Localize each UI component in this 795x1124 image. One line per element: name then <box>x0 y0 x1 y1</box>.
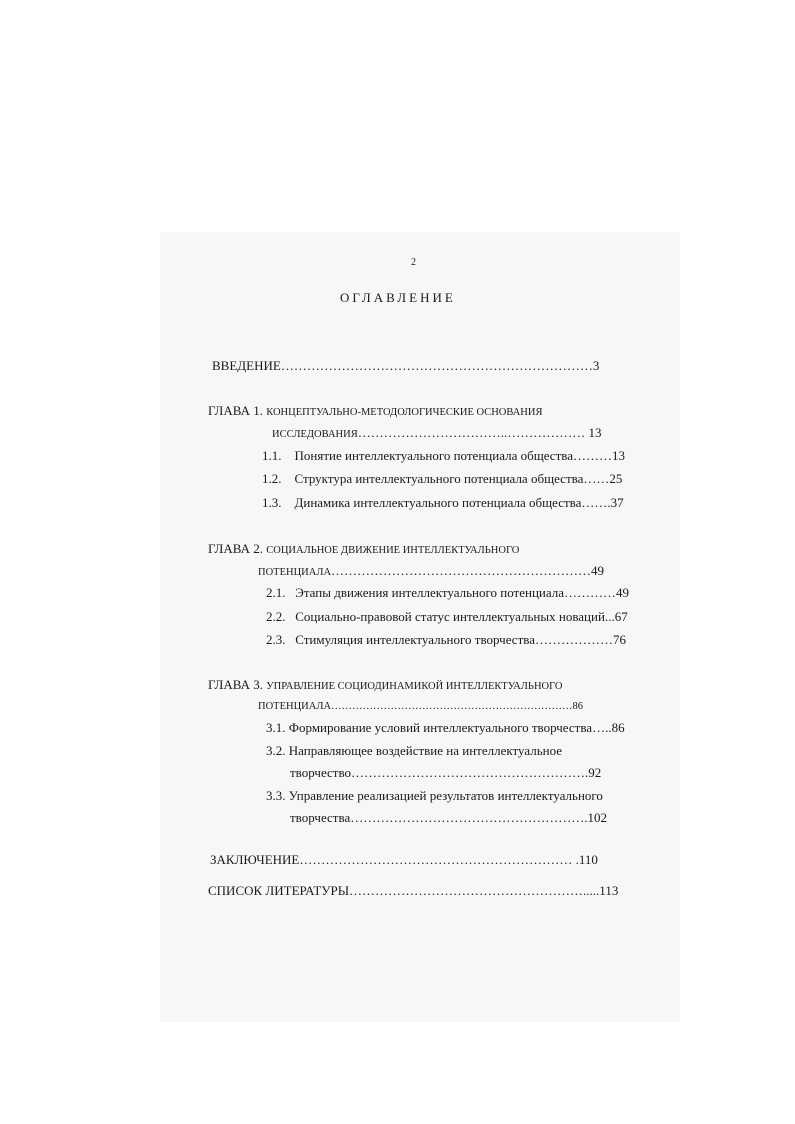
toc-section-2-2[interactable] <box>266 609 628 625</box>
toc-section-text-cont: творчество <box>290 765 352 780</box>
toc-page: 86 <box>572 701 584 712</box>
toc-section-text: Социально-правовой статус интеллектуальных новаций <box>295 609 605 624</box>
toc-chapter-2-continued[interactable] <box>258 563 604 581</box>
toc-section-1-3[interactable] <box>262 495 624 511</box>
toc-section-2-3[interactable] <box>266 632 626 648</box>
toc-label: ЗАКЛЮЧЕНИЕ <box>210 852 300 867</box>
toc-section-text-cont: творчества <box>290 810 351 825</box>
toc-page: 113 <box>599 883 619 898</box>
toc-section-num: 2.2. <box>266 609 286 624</box>
toc-section-num: 2.1. <box>266 585 286 600</box>
toc-section-3-1[interactable] <box>266 720 625 736</box>
toc-dots: ... <box>604 609 615 624</box>
toc-chapter-prefix: ГЛАВА 1. <box>208 403 263 418</box>
toc-dots: ……………………………………………………… . <box>299 852 579 867</box>
toc-section-num: 3.3. <box>266 788 286 803</box>
toc-section-num: 1.1. <box>262 448 282 463</box>
toc-page: 92 <box>588 765 602 780</box>
toc-section-num: 1.2. <box>262 471 282 486</box>
toc-dots: ………………………………………………..... <box>349 883 600 898</box>
toc-label: ВВЕДЕНИЕ <box>212 358 281 373</box>
toc-section-3-3-continued[interactable] <box>290 810 607 826</box>
toc-entry-conclusion[interactable] <box>210 852 598 868</box>
toc-section-text: Структура интеллектуального потенциала общества <box>294 471 584 486</box>
toc-section-text: Динамика интеллектуального потенциала общества <box>294 495 582 510</box>
toc-chapter-title: СОЦИАЛЬНОЕ ДВИЖЕНИЕ ИНТЕЛЛЕКТУАЛЬНОГО <box>266 545 520 556</box>
toc-chapter-title: УПРАВЛЕНИЕ СОЦИОДИНАМИКОЙ ИНТЕЛЛЕКТУАЛЬНОГО <box>266 681 563 692</box>
toc-chapter-title-cont: ПОТЕНЦИАЛА <box>258 567 332 578</box>
toc-section-text: Управление реализацией результатов интеллектуального <box>288 788 603 803</box>
toc-dots: ……………………………………………………………… <box>280 358 593 373</box>
toc-section-text: Этапы движения интеллектуального потенциала <box>295 585 565 600</box>
toc-chapter-1-title[interactable] <box>208 403 542 421</box>
toc-section-num: 3.2. <box>266 743 286 758</box>
toc-section-num: 3.1. <box>266 720 286 735</box>
toc-page: 102 <box>587 810 607 825</box>
toc-page: 13 <box>612 448 625 463</box>
toc-chapter-prefix: ГЛАВА 3. <box>208 677 263 692</box>
toc-page: 37 <box>610 495 624 510</box>
toc-dots: ………………………………………………. <box>350 810 588 825</box>
page-background <box>160 232 680 1022</box>
toc-chapter-title-cont: ИССЛЕДОВАНИЯ <box>272 429 358 440</box>
toc-entry-references[interactable] <box>208 883 618 899</box>
toc-section-1-1[interactable] <box>262 448 625 464</box>
toc-section-2-1[interactable] <box>266 585 629 601</box>
toc-section-num: 1.3. <box>262 495 282 510</box>
toc-section-text: Направляющее воздействие на интеллектуальное <box>288 743 563 758</box>
toc-dots: ….. <box>592 720 612 735</box>
toc-dots: ………………………………………………. <box>351 765 589 780</box>
toc-dots: ………… <box>564 585 617 600</box>
toc-page: 67 <box>614 609 628 624</box>
toc-dots: ……………… <box>535 632 613 647</box>
toc-section-text: Понятие интеллектуального потенциала общества <box>294 448 573 463</box>
toc-dots: ……. <box>581 495 611 510</box>
toc-page: 49 <box>591 563 605 578</box>
toc-page: 49 <box>616 585 630 600</box>
toc-chapter-prefix: ГЛАВА 2. <box>208 541 263 556</box>
page-title: ОГЛАВЛЕНИЕ <box>340 290 456 305</box>
toc-label: СПИСОК ЛИТЕРАТУРЫ <box>208 883 350 898</box>
toc-dots: ……………………………..……………… <box>357 425 586 440</box>
toc-section-3-2[interactable] <box>266 743 562 759</box>
toc-page: 76 <box>613 632 626 647</box>
toc-page: 25 <box>609 471 623 486</box>
toc-entry-intro[interactable] <box>212 358 599 374</box>
toc-page: 13 <box>588 425 602 440</box>
toc-page: 110 <box>578 852 598 867</box>
toc-section-3-3[interactable] <box>266 788 603 804</box>
page-number: 2 <box>411 257 416 268</box>
toc-section-num: 2.3. <box>266 632 286 647</box>
toc-section-text: Формирование условий интеллектуального творчества <box>288 720 593 735</box>
toc-dots: …………………………………………………… <box>331 563 592 578</box>
toc-chapter-title: КОНЦЕПТУАЛЬНО-МЕТОДОЛОГИЧЕСКИЕ ОСНОВАНИЯ <box>266 407 543 418</box>
toc-chapter-2-title[interactable] <box>208 541 519 559</box>
toc-dots: …… <box>583 471 610 486</box>
toc-section-3-2-continued[interactable] <box>290 765 601 781</box>
toc-dots: …………………………………………………………… <box>331 701 573 712</box>
toc-page: 86 <box>611 720 625 735</box>
toc-section-text: Стимуляция интеллектуального творчества <box>295 632 535 647</box>
toc-chapter-1-continued[interactable] <box>272 425 601 443</box>
toc-section-1-2[interactable] <box>262 471 622 487</box>
toc-chapter-title-cont: ПОТЕНЦИАЛА <box>258 701 332 712</box>
toc-dots: ……… <box>573 448 612 463</box>
toc-chapter-3-title[interactable] <box>208 677 563 695</box>
toc-chapter-3-continued[interactable] <box>258 699 583 715</box>
toc-page: 3 <box>592 358 600 373</box>
